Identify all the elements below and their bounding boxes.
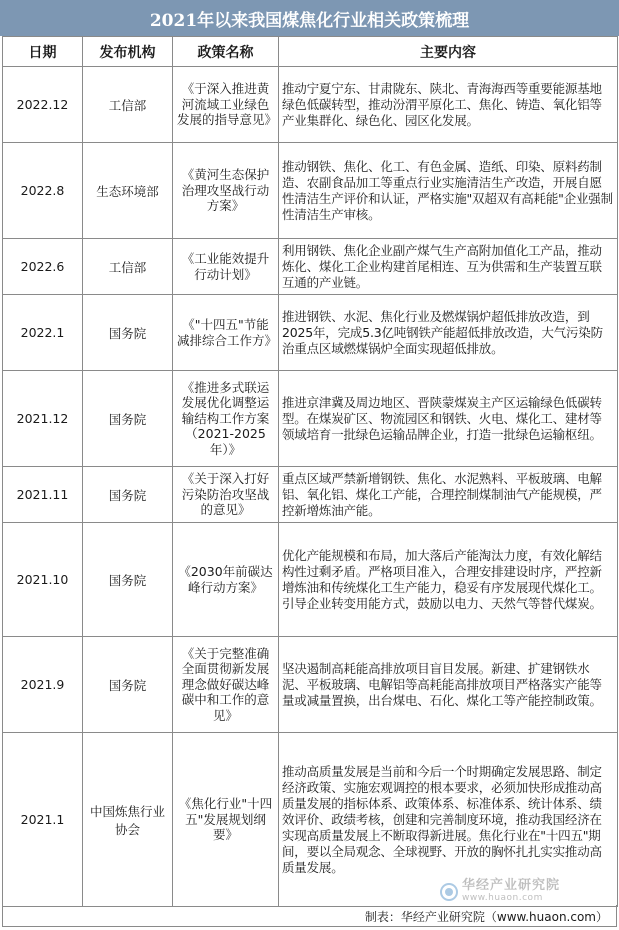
table-row bbox=[3, 67, 618, 143]
cell-org: 国务院 bbox=[83, 637, 173, 733]
table-row bbox=[3, 523, 618, 637]
header-org: 发布机构 bbox=[83, 37, 173, 67]
cell-org: 国务院 bbox=[83, 295, 173, 371]
huajing-logo-icon bbox=[440, 883, 458, 901]
cell-policy-name: 《焦化行业"十四五"发展规划纲要》 bbox=[173, 733, 279, 907]
cell-date: 2021.11 bbox=[3, 467, 83, 523]
cell-org: 国务院 bbox=[83, 371, 173, 467]
cell-policy-name: 《推进多式联运发展优化调整运输结构工作方案（2021-2025年）》 bbox=[173, 371, 279, 467]
cell-main-content: 推进钢铁、水泥、焦化行业及燃煤锅炉超低排放改造，到2025年，完成5.3亿吨钢铁产能超低排放改造，大气污染防治重点区域燃煤锅炉全面实现超低排放。 bbox=[279, 295, 618, 371]
cell-policy-name: 《"十四五"节能减排综合工作方》 bbox=[173, 295, 279, 371]
cell-policy-name: 《关于深入打好污染防治攻坚战的意见》 bbox=[173, 467, 279, 523]
cell-main-content: 优化产能规模和布局，加大落后产能淘汰力度，有效化解结构性过剩矛盾。严格项目准入，合理安排建设时序，严控新增炼油和传统煤化工生产能力，稳妥有序发展现代煤化工。引导企业转变用能方式，鼓励以电力、天然气等替代煤炭。 bbox=[279, 523, 618, 637]
watermark-name: 华经产业研究院 bbox=[462, 878, 561, 893]
cell-date: 2022.8 bbox=[3, 143, 83, 239]
cell-date: 2021.1 bbox=[3, 733, 83, 907]
table-row bbox=[3, 239, 618, 295]
cell-org: 工信部 bbox=[83, 239, 173, 295]
cell-main-content: 推动钢铁、焦化、化工、有色金属、造纸、印染、原料药制造、农副食品加工等重点行业实施清洁生产改造，开展自愿性清洁生产评价和认证，严格实施"双超双有高耗能"企业强制性清洁生产审核。 bbox=[279, 143, 618, 239]
cell-main-content: 推动宁夏宁东、甘肃陇东、陕北、青海海西等重要能源基地绿色低碳转型，推动汾渭平原化工、焦化、铸造、氧化铝等产业集群化、绿色化、园区化发展。 bbox=[279, 67, 618, 143]
cell-policy-name: 《于深入推进黄河流域工业绿色发展的指导意见》 bbox=[173, 67, 279, 143]
cell-policy-name: 《关于完整准确全面贯彻新发展理念做好碳达峰碳中和工作的意见》 bbox=[173, 637, 279, 733]
table-title: 2021年以来我国煤焦化行业相关政策梳理 bbox=[0, 0, 619, 36]
cell-main-content: 推进京津冀及周边地区、晋陕蒙煤炭主产区运输绿色低碳转型。在煤炭矿区、物流园区和钢铁、火电、煤化工、建材等领域培育一批绿色运输品牌企业，打造一批绿色运输枢纽。 bbox=[279, 371, 618, 467]
table-row bbox=[3, 467, 618, 523]
source-footer: 制表：华经产业研究院（www.huaon.com） bbox=[2, 905, 617, 927]
cell-policy-name: 《2030年前碳达峰行动方案》 bbox=[173, 523, 279, 637]
cell-date: 2022.1 bbox=[3, 295, 83, 371]
cell-org: 中国炼焦行业协会 bbox=[83, 733, 173, 907]
watermark bbox=[440, 878, 610, 906]
cell-org: 国务院 bbox=[83, 467, 173, 523]
cell-date: 2021.12 bbox=[3, 371, 83, 467]
cell-org: 工信部 bbox=[83, 67, 173, 143]
cell-org: 生态环境部 bbox=[83, 143, 173, 239]
cell-policy-name: 《工业能效提升行动计划》 bbox=[173, 239, 279, 295]
header-date: 日期 bbox=[3, 37, 83, 67]
table-row bbox=[3, 637, 618, 733]
cell-policy-name: 《黄河生态保护治理攻坚战行动方案》 bbox=[173, 143, 279, 239]
table-row bbox=[3, 143, 618, 239]
cell-date: 2022.12 bbox=[3, 67, 83, 143]
cell-date: 2022.6 bbox=[3, 239, 83, 295]
table-row bbox=[3, 295, 618, 371]
cell-date: 2021.10 bbox=[3, 523, 83, 637]
header-row bbox=[3, 37, 618, 67]
policy-table bbox=[2, 36, 618, 907]
cell-main-content: 利用钢铁、焦化企业副产煤气生产高附加值化工产品，推动炼化、煤化工企业构建首尾相连、互为供需和生产装置互联互通的产业链。 bbox=[279, 239, 618, 295]
header-policy-name: 政策名称 bbox=[173, 37, 279, 67]
cell-org: 国务院 bbox=[83, 523, 173, 637]
cell-main-content: 坚决遏制高耗能高排放项目盲目发展。新建、扩建钢铁水泥、平板玻璃、电解铝等高耗能高排放项目严格落实产能等量或减量置换，出台煤电、石化、煤化工等产能控制政策。 bbox=[279, 637, 618, 733]
cell-main-content: 重点区域严禁新增钢铁、焦化、水泥熟料、平板玻璃、电解铝、氧化铝、煤化工产能，合理控制煤制油气产能规模，严控新增炼油产能。 bbox=[279, 467, 618, 523]
cell-main-content: 推动高质量发展是当前和今后一个时期确定发展思路、制定经济政策、实施宏观调控的根本要求，必须加快形成推动高质量发展的指标体系、政策体系、标准体系、统计体系、绩效评价、政绩考核，创建和完善制度环境，推动我国经济在实现高质量发展上不断取得新进展。焦化行业在"十四五"期间，要以全局观念、全球视野、开放的胸怀扎扎实实推动高质量发展。 bbox=[279, 733, 618, 907]
cell-date: 2021.9 bbox=[3, 637, 83, 733]
table-row bbox=[3, 371, 618, 467]
header-main-content: 主要内容 bbox=[279, 37, 618, 67]
watermark-url: www.huaon.com bbox=[462, 893, 543, 903]
